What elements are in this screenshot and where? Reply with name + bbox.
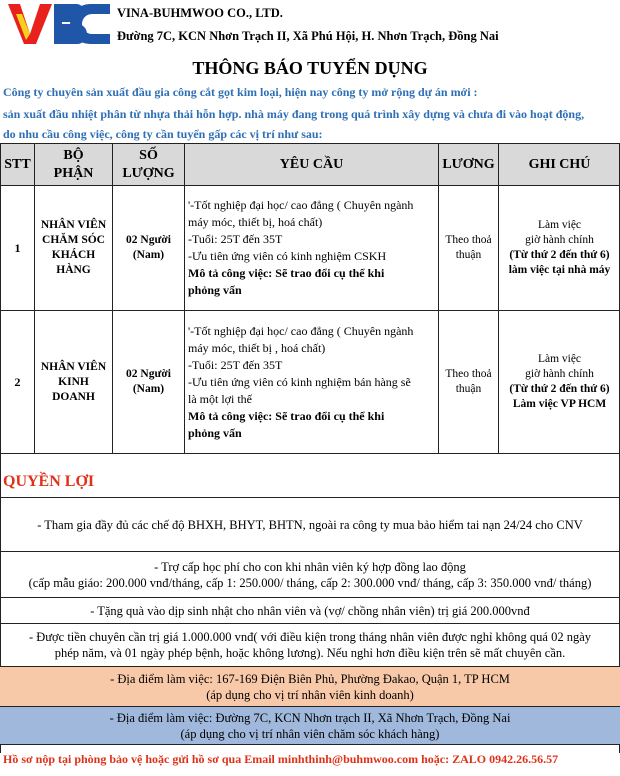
benefit-insurance-text: - Tham gia đầy đủ các chế độ BHXH, BHYT, BHTN, ngoài ra công ty mua bảo hiểm tai nạn 24/24 cho CNV <box>37 517 583 532</box>
note-line: giờ hành chính <box>525 368 594 380</box>
job-description-line: Mô tả công việc: Sẽ trao đổi cụ thể khi <box>188 266 385 280</box>
work-location-line: - Địa điểm làm việc: Đường 7C, KCN Nhơn trạch II, Xã Nhơn Trạch, Đồng Nai <box>109 710 511 725</box>
benefit-birthday-text: - Tặng quà vào dịp sinh nhật cho nhân viên và (vợ/ chồng nhân viên) trị giá 200.000vnđ <box>90 603 530 618</box>
row-notes <box>499 311 620 454</box>
requirement-line: máy móc, thiết bị , hoá chất) <box>188 340 326 355</box>
requirement-line: '-Tốt nghiệp đại học/ cao đẳng ( Chuyên ngành <box>188 323 414 338</box>
row-department <box>35 186 113 311</box>
work-location-line: - Địa điểm làm việc: 167-169 Điện Biên Phủ, Phường Đakao, Quận 1, TP HCM <box>110 671 510 686</box>
work-location-dongnai <box>0 706 620 744</box>
header-requirements: YÊU CẦU <box>185 144 439 186</box>
header-salary: LƯƠNG <box>439 144 499 186</box>
benefit-birthday <box>0 597 620 623</box>
benefits-heading: QUYỀN LỢI <box>3 473 95 490</box>
requirement-line: -Tuổi: 25T đến 35T <box>188 357 283 372</box>
company-name: VINA-BUHMWOO CO., LTD. <box>117 6 283 20</box>
row-salary <box>439 186 499 311</box>
quantity-line: 02 Người <box>126 368 171 380</box>
benefit-insurance <box>0 497 620 551</box>
salary-line: thuận <box>455 249 482 261</box>
header-quantity-line: SỐ <box>139 147 158 163</box>
company-logo <box>6 2 110 46</box>
intro-line-2: sản xuất đầu nhiệt phân từ nhựa thải hỗn hợp. nhà máy đang trong quá trình xây dựng và chưa đi vào hoạt động, <box>3 107 585 121</box>
benefit-tuition <box>0 551 620 597</box>
work-location-hcm <box>0 666 620 706</box>
department-line: CHĂM SÓC <box>42 234 105 246</box>
header-department <box>35 144 113 186</box>
row-stt: 1 <box>1 186 35 311</box>
work-location-line: (áp dụng cho vị trí nhân viên chăm sóc khách hàng) <box>180 726 440 741</box>
intro-line-1: Công ty chuyên sản xuất đầu gia công cắt gọt kim loại, hiện nay công ty mở rộng dự án mới : <box>3 85 478 99</box>
department-line: DOANH <box>52 390 95 403</box>
job-description-line: phỏng vấn <box>188 283 242 297</box>
department-line: NHÂN VIÊN <box>40 360 107 373</box>
row-notes <box>499 186 620 311</box>
divider <box>0 744 620 745</box>
row-salary <box>439 311 499 454</box>
benefit-attendance <box>0 623 620 666</box>
benefit-tuition-line: - Trợ cấp học phí cho con khi nhân viên ký hợp đồng lao động <box>154 559 466 574</box>
salary-line: Theo thoả <box>445 234 492 246</box>
note-line: Làm việc <box>537 353 582 365</box>
row-quantity <box>113 311 185 454</box>
salary-line: Theo thoả <box>445 368 492 380</box>
job-table <box>0 143 620 454</box>
header-notes: GHI CHÚ <box>499 144 620 186</box>
row-requirements <box>185 186 439 311</box>
job-description-line: phỏng vấn <box>188 425 242 440</box>
row-department <box>35 311 113 454</box>
note-line: Làm việc <box>537 219 582 231</box>
quantity-line: (Nam) <box>132 249 165 261</box>
requirement-line: -Ưu tiên ứng viên có kinh nghiệm bán hàng sẽ <box>188 374 411 389</box>
row-stt: 2 <box>1 311 35 454</box>
benefit-attendance-line: phép năm, và 01 ngày phép bệnh, hoặc không lương). Nếu nghỉ hơn điều kiện trên sẽ mất chuyên cần. <box>54 646 566 660</box>
salary-line: thuận <box>455 383 482 395</box>
table-row <box>1 186 620 311</box>
header-quantity-line: LƯỢNG <box>122 165 175 181</box>
application-footer: Hồ sơ nộp tại phòng bảo vệ hoặc gửi hồ sơ qua Email minhthinh@buhmwoo.com hoặc: ZALO 0942.26.56.57 <box>3 752 559 766</box>
benefit-attendance-line: - Được tiền chuyên cần trị giá 1.000.000 vnđ( với điều kiện trong tháng nhân viên được nghỉ không quá 02 ngày <box>28 630 592 644</box>
requirement-line: -Ưu tiên ứng viên có kinh nghiệm CSKH <box>188 249 387 263</box>
row-requirements <box>185 311 439 454</box>
row-quantity <box>113 186 185 311</box>
company-address: Đường 7C, KCN Nhơn Trạch II, Xã Phú Hội, H. Nhơn Trạch, Đồng Nai <box>117 29 499 43</box>
quantity-line: (Nam) <box>132 383 165 395</box>
job-description-line: Mô tả công việc: Sẽ trao đổi cụ thể khi <box>188 408 385 423</box>
quantity-line: 02 Người <box>126 234 171 246</box>
table-header-row <box>1 144 620 186</box>
requirement-line: '-Tốt nghiệp đại học/ cao đẳng ( Chuyên ngành <box>188 198 414 212</box>
department-line: HÀNG <box>56 264 91 276</box>
benefit-tuition-line: (cấp mẫu giáo: 200.000 vnđ/tháng, cấp 1: 250.000/ tháng, cấp 2: 300.000 vnđ/ tháng, cấp 3: 350.000 vnđ/ tháng) <box>28 575 592 590</box>
note-line: (Từ thứ 2 đến thứ 6) <box>509 249 610 261</box>
header-quantity <box>113 144 185 186</box>
requirement-line: -Tuổi: 25T đến 35T <box>188 232 283 246</box>
header-stt: STT <box>1 144 35 186</box>
table-row <box>1 311 620 454</box>
work-location-line: (áp dụng cho vị trí nhân viên kinh doanh) <box>206 687 414 702</box>
note-line: (Từ thứ 2 đến thứ 6) <box>509 383 610 395</box>
department-line: NHÂN VIÊN <box>40 219 107 231</box>
header-department-line: PHẬN <box>53 165 94 181</box>
requirement-line: máy móc, thiết bị, hoá chất) <box>188 215 323 229</box>
requirement-line: là một lợi thế <box>188 391 253 406</box>
note-line: giờ hành chính <box>525 234 594 246</box>
page-title: THÔNG BÁO TUYỂN DỤNG <box>192 58 428 78</box>
department-line: KHÁCH <box>51 249 96 261</box>
header-department-line: BỘ <box>63 147 84 163</box>
note-line: Làm việc VP HCM <box>512 398 607 410</box>
intro-line-3: do nhu cầu công việc, công ty cần tuyển gấp các vị trí như sau: <box>3 127 323 141</box>
department-line: KINH <box>58 375 89 388</box>
note-line: làm việc tại nhà máy <box>508 264 611 276</box>
